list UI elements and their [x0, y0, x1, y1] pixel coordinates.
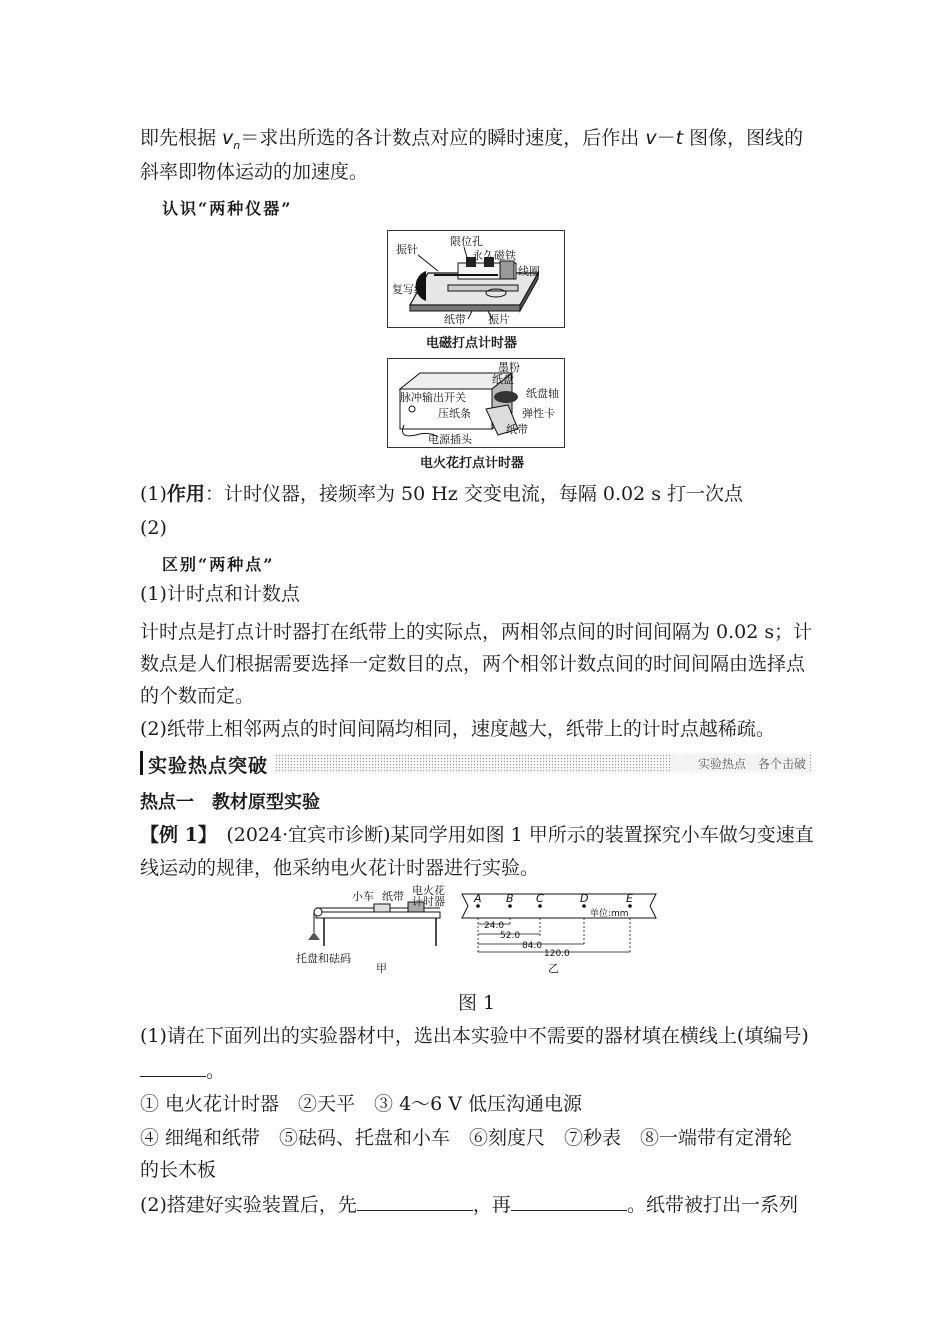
- answer-blank[interactable]: [140, 1058, 206, 1077]
- dim-24: 24.0: [484, 921, 505, 931]
- label-zhidai: 纸带: [444, 313, 466, 326]
- answer-blank[interactable]: [511, 1192, 627, 1211]
- section-banner: [140, 751, 812, 775]
- example-text: (2024·宜宾市诊断)某同学用如图 1 甲所示的装置探究小车做匀变速直: [207, 824, 814, 846]
- label-zhenpian: 振片: [488, 313, 510, 326]
- symbol-t: t: [675, 127, 684, 149]
- text: 即先根据: [140, 127, 223, 149]
- text: 。: [206, 1060, 226, 1082]
- label-tray-weights: 托盘和砝码: [296, 952, 351, 965]
- section-heading-instruments: 认识“两种仪器”: [162, 199, 293, 218]
- point-D: D: [580, 892, 589, 905]
- label-plug: 电源插头: [428, 433, 472, 446]
- label-zhenzhen: 振针: [396, 243, 418, 256]
- label-text: 计时器: [412, 895, 445, 908]
- point-C: C: [536, 892, 544, 905]
- points-line: 计时点是打点计时器打在纸带上的实际点，两相邻点间的时间间隔为 0.02 s；计: [140, 621, 813, 643]
- hotspot-heading: 热点一 教材原型实验: [140, 792, 320, 813]
- symbol-minus: －: [656, 127, 676, 149]
- label-xianweikong: 限位孔: [450, 235, 483, 248]
- dim-84: 84.0: [522, 941, 543, 951]
- points-title: (1)计时点和计数点: [140, 583, 300, 605]
- label-tanxingka: 弹性卡: [522, 407, 555, 420]
- item-function: [140, 482, 812, 506]
- options-line: ④ 细绳和纸带 ⑤砝码、托盘和小车 ⑥刻度尺 ⑦秒表 ⑧一端带有定滑轮: [140, 1127, 793, 1149]
- figure-caption: 图 1: [458, 992, 496, 1014]
- subscript-n: n: [233, 138, 241, 152]
- text: 。纸带被打出一系列: [626, 1194, 798, 1216]
- text: ，再: [472, 1194, 511, 1216]
- figure-apparatus-and-tape: [296, 884, 660, 976]
- dim-120: 120.0: [544, 949, 570, 959]
- label-switch: 脉冲输出开关: [400, 391, 466, 404]
- figure-caption: 电磁打点计时器: [426, 336, 518, 351]
- options-line: ① 电火花计时器 ②天平 ③ 4～6 V 低压沟通电源: [140, 1093, 583, 1115]
- item-two: (2): [140, 517, 167, 539]
- question-1: (1)请在下面列出的实验器材中，选出本实验中不需要的器材填在横线上(填编号): [140, 1025, 809, 1047]
- label-jia: 甲: [376, 962, 387, 975]
- spark-timer-drawing: [388, 359, 564, 447]
- dim-52: 52.0: [500, 931, 521, 941]
- point-E: E: [626, 892, 633, 905]
- label-spark-timer: [412, 884, 445, 908]
- question-2: [140, 1192, 812, 1217]
- symbol-v: v: [645, 127, 657, 149]
- label-zhipanzhou: 纸盘轴: [526, 387, 559, 400]
- item-bold-term: 作用: [166, 483, 205, 505]
- example-line: 线运动的规律，他采纳电火花计时器进行实验。: [140, 857, 540, 879]
- label-car: 小车: [352, 890, 374, 903]
- text: ＝求出所选的各计数点对应的瞬时速度，后作出: [240, 127, 646, 149]
- question-1-answer-line: [140, 1058, 812, 1083]
- paragraph-velocity: [140, 126, 812, 158]
- electromagnetic-timer-drawing: [388, 231, 564, 327]
- unit-label: 单位:mm: [590, 909, 629, 919]
- label-tape: 纸带: [382, 890, 404, 903]
- label-xianquan: 线圈: [518, 265, 540, 278]
- point-B: B: [506, 892, 514, 905]
- figure-caption: 电火花打点计时器: [420, 456, 525, 471]
- answer-blank[interactable]: [357, 1192, 473, 1211]
- banner-title: 实验热点突破: [148, 755, 269, 777]
- label-spark-timer-1: 电火花: [412, 884, 445, 897]
- text: 图像，图线的: [683, 127, 804, 149]
- figure-spark-timer: [387, 358, 565, 448]
- label-fuxiezhi: 复写纸: [392, 283, 425, 296]
- example-line: [140, 823, 812, 847]
- item-text: ：计时仪器，接频率为 50 Hz 交变电流，每隔 0.02 s 打一次点: [204, 483, 743, 505]
- example-tag: 【例 1】: [140, 824, 208, 846]
- points-line: 数点是人们根据需要选择一定数目的点，两个相邻计数点间的时间间隔由选择点: [140, 653, 806, 675]
- label-mofen: 墨粉: [498, 361, 520, 374]
- label-zhipan: 纸盘: [492, 373, 514, 386]
- figure-electromagnetic-timer: [387, 230, 565, 328]
- section-heading-points: 区别“两种点”: [162, 555, 275, 574]
- points-line: (2)纸带上相邻两点的时间间隔均相同，速度越大，纸带上的计时点越稀疏。: [140, 718, 775, 740]
- label-zhidai: 纸带: [506, 423, 528, 436]
- symbol-v: v: [222, 127, 234, 149]
- banner-subtitle: 实验热点 各个击破: [697, 757, 806, 771]
- options-line: 的长木板: [140, 1159, 217, 1181]
- paragraph-line: 斜率即物体运动的加速度。: [140, 161, 369, 183]
- label-yi: 乙: [548, 962, 559, 975]
- point-A: A: [474, 892, 482, 905]
- label-yongjiucitie: 永久磁铁: [472, 249, 516, 262]
- label-yazhitiao: 压纸条: [438, 407, 471, 420]
- item-number: (1): [140, 483, 167, 505]
- text: (2)搭建好实验装置后，先: [140, 1194, 357, 1216]
- points-line: 的个数而定。: [140, 685, 255, 707]
